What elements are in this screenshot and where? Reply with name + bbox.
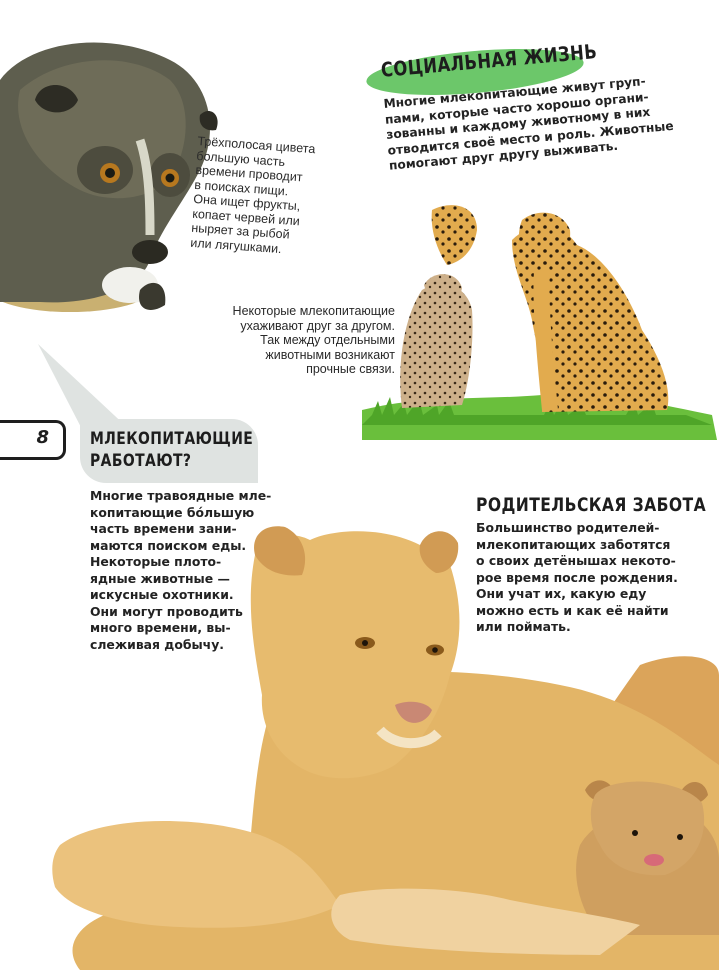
parental-title: РОДИТЕЛЬСКАЯ ЗАБОТА — [476, 494, 707, 516]
social-body: Многие млекопитающие живут груп- пами, которые часто хорошо органи- зованны и каждому животному в них отводится своё место и роль. Животные помогают друг другу выживать. — [383, 74, 675, 173]
lioness-illustration — [40, 515, 719, 970]
cheetah-caption: Некоторые млекопитающие ухаживают друг за другом. Так между отдельными животными возникают прочные связи. — [232, 304, 395, 376]
work-title: МЛЕКОПИТАЮЩИЕ РАБОТАЮТ? — [90, 429, 254, 471]
page-number: 8 — [36, 427, 49, 448]
work-body: Многие травоядные мле- копитающие бóльшую часть времени зани- маются поиском еды. Некоторые плото- ядные животные — искусные охотники. Они могут проводить много времени, вы- слеживая добычу. — [90, 488, 272, 652]
civet-caption: Трёхполосая цивета большую часть времени проводит в поисках пищи. Она ищет фрукты, копает червей или ныряет за рыбой или лягушками. — [189, 134, 316, 256]
civet-illustration — [0, 20, 225, 325]
page-number-tab — [0, 420, 66, 460]
cheetah-illustration — [362, 200, 717, 445]
social-title: СОЦИАЛЬНАЯ ЖИЗНЬ — [380, 39, 599, 82]
parental-body: Большинство родителей- млекопитающих заботятся о своих детёнышах некото- рое время после рождения. Они учат их, какую еду можно есть и как её найти или поймать. — [476, 520, 678, 634]
